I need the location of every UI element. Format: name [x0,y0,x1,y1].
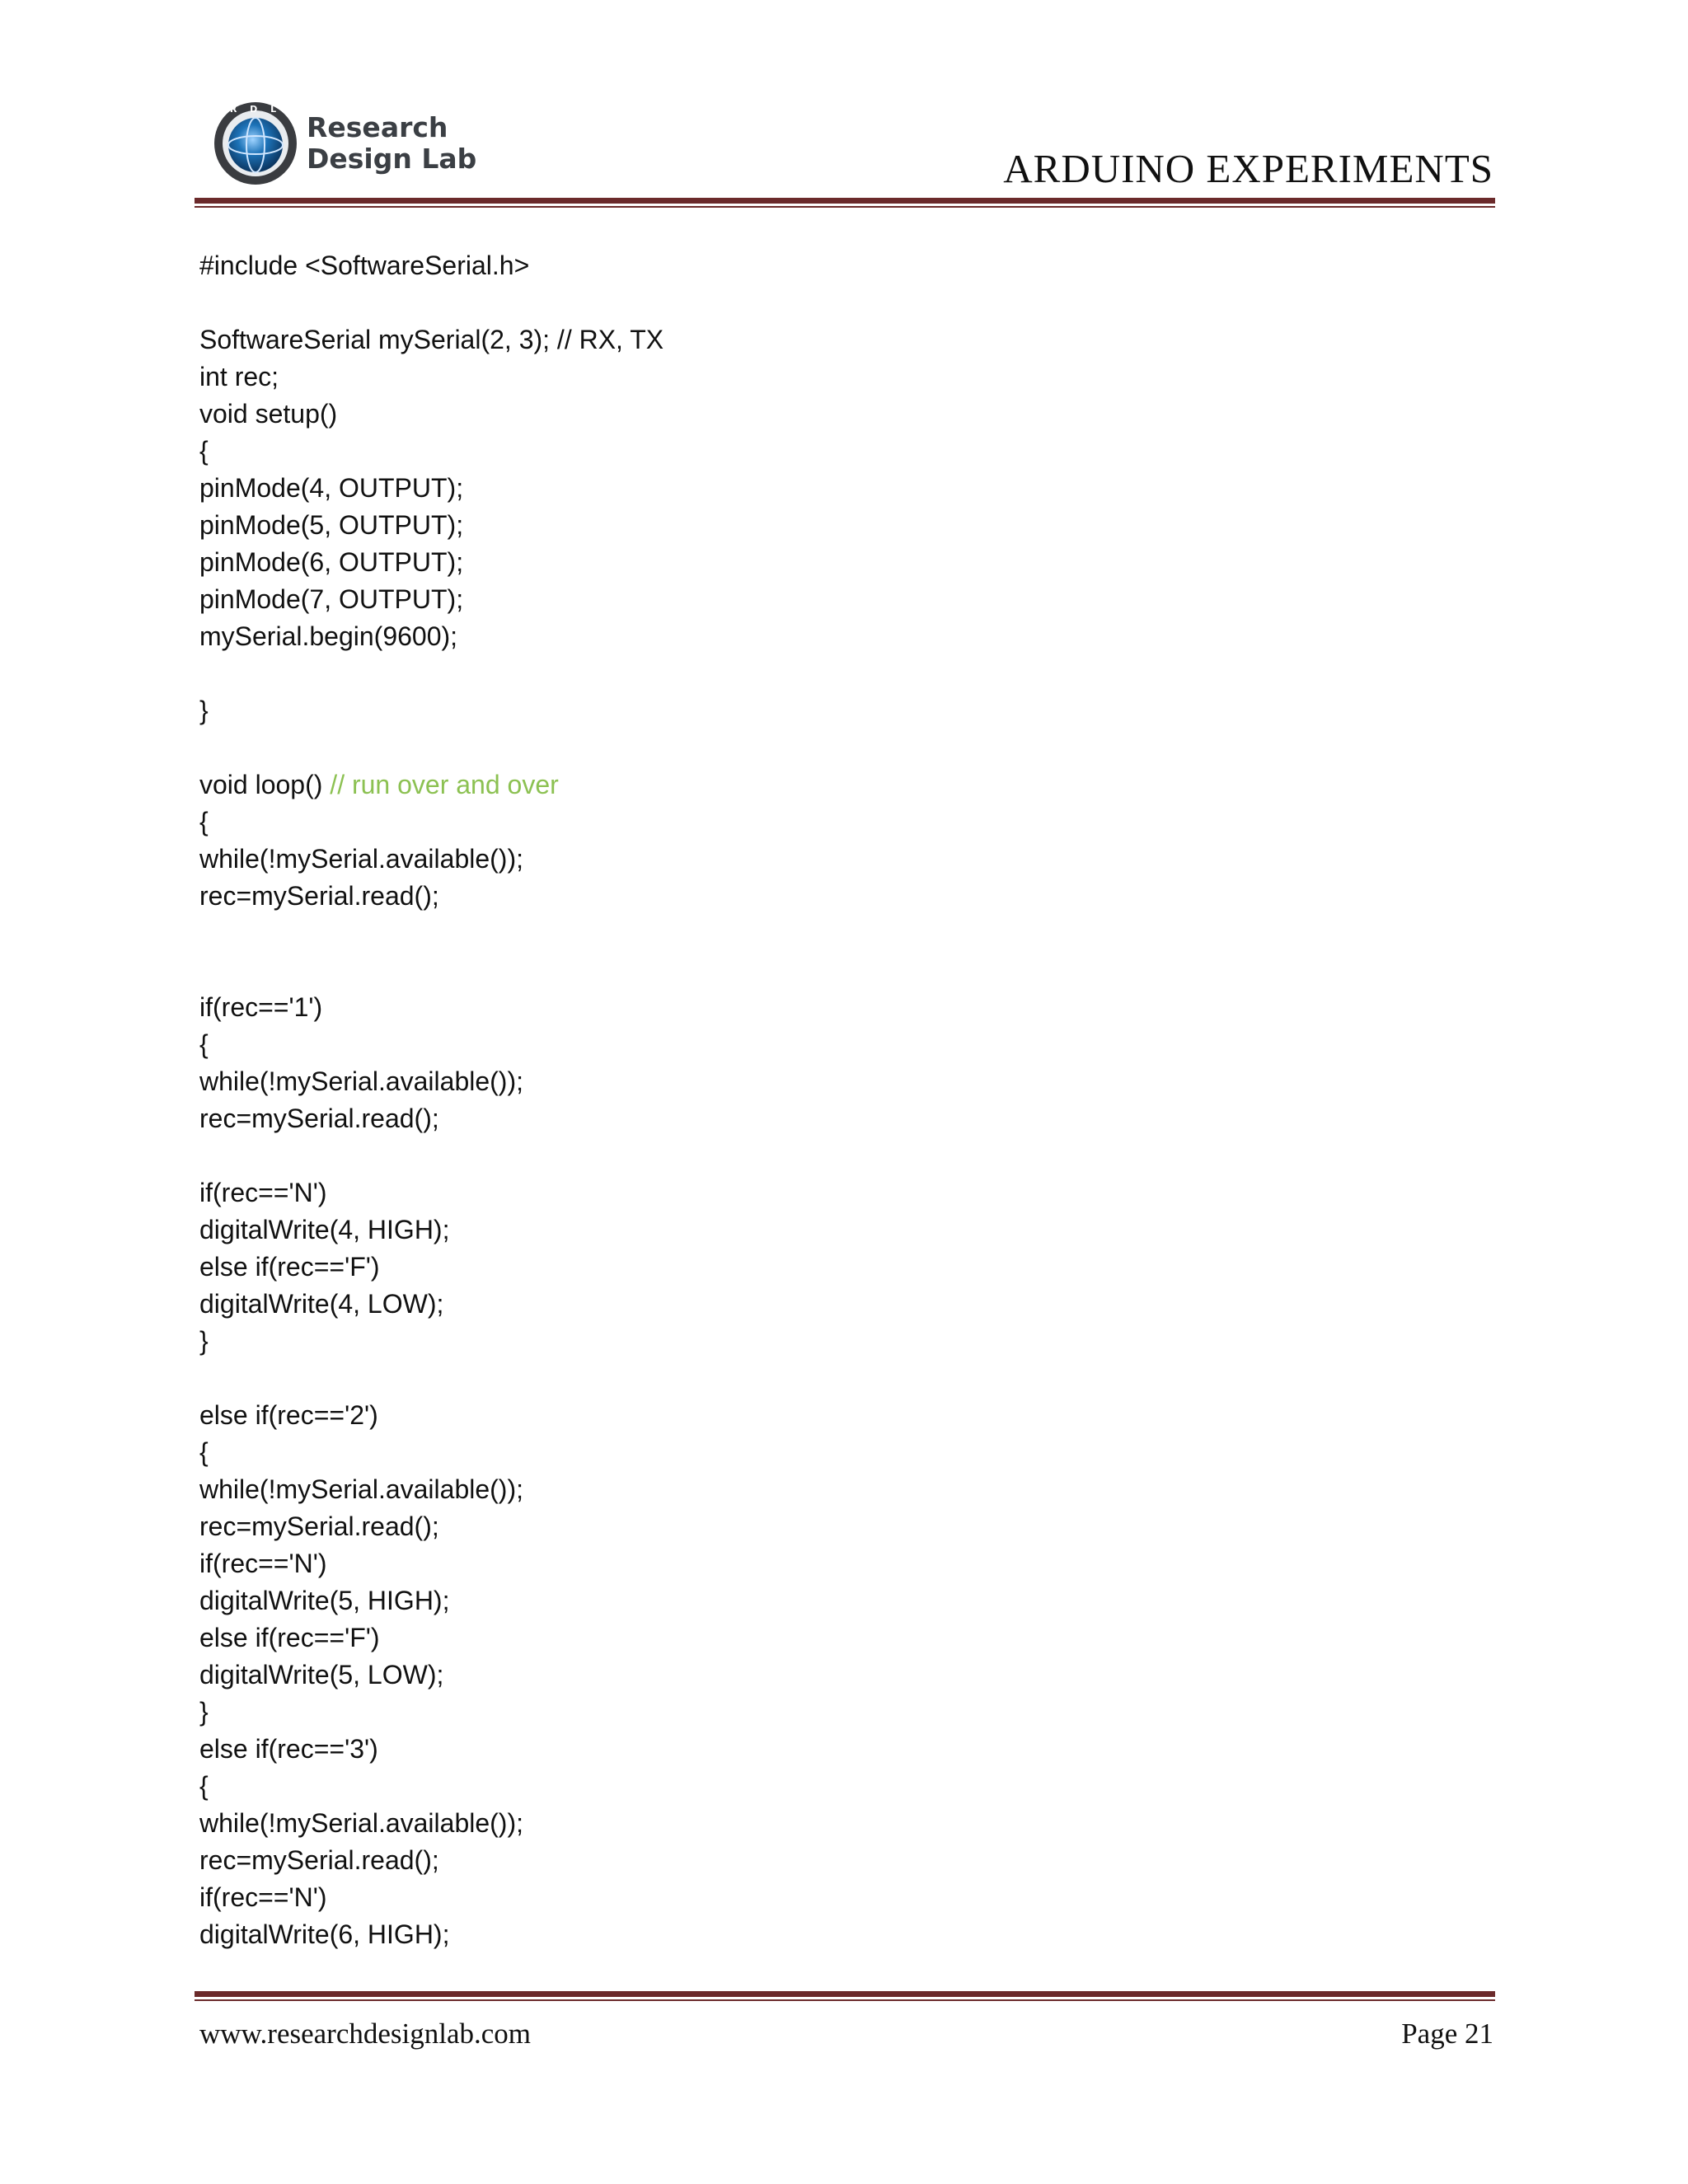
logo-text [307,112,476,175]
code-line: while(!mySerial.available()); [199,1474,523,1504]
code-line: } [199,1326,209,1356]
code-line: if(rec=='N') [199,1549,327,1578]
code-line: rec=mySerial.read(); [199,1511,439,1541]
code-line: rec=mySerial.read(); [199,1104,439,1133]
code-line: } [199,1697,209,1727]
code-line: while(!mySerial.available()); [199,1808,523,1838]
code-line: if(rec=='N') [199,1882,327,1912]
code-line: { [199,1437,209,1467]
page-number: Page 21 [1401,2018,1493,2050]
code-line: pinMode(4, OUTPUT); [199,473,464,503]
code-line: pinMode(6, OUTPUT); [199,547,464,577]
code-line: rec=mySerial.read(); [199,881,439,911]
code-line: else if(rec=='2') [199,1400,378,1430]
logo-line-design-lab: Design Lab [307,143,477,175]
code-line: digitalWrite(4, HIGH); [199,1215,450,1244]
code-line: digitalWrite(4, LOW); [199,1289,444,1319]
code-block [199,247,663,1953]
code-line: mySerial.begin(9600); [199,621,458,651]
footer-url: www.researchdesignlab.com [199,2018,532,2050]
logo-line-research: Research [307,111,448,143]
code-line: void setup() [199,399,338,429]
code-line: else if(rec=='3') [199,1734,378,1764]
code-line [199,952,663,989]
code-line: while(!mySerial.available()); [199,844,523,874]
header-rule-thick [195,198,1495,204]
code-line [199,1360,663,1397]
code-line: { [199,1771,209,1801]
footer-rule-thick [195,1991,1495,1997]
code-line [199,1137,663,1174]
code-line: if(rec=='N') [199,1178,327,1207]
code-line: digitalWrite(5, HIGH); [199,1586,450,1615]
code-line: { [199,436,209,466]
code-line: digitalWrite(6, HIGH); [199,1919,450,1949]
code-line [199,729,663,766]
code-line: void loop() // run over and over [199,770,559,799]
code-line: { [199,1029,209,1059]
code-line [199,655,663,692]
logo-ring-letters: R D L [229,104,282,115]
code-line: else if(rec=='F') [199,1623,380,1652]
code-line: while(!mySerial.available()); [199,1066,523,1096]
code-line: #include <SoftwareSerial.h> [199,251,530,280]
code-line: digitalWrite(5, LOW); [199,1660,444,1690]
logo [213,97,493,190]
code-line: int rec; [199,362,279,391]
code-line: rec=mySerial.read(); [199,1845,439,1875]
footer-rule-thin [195,1999,1495,2001]
code-line: pinMode(7, OUTPUT); [199,584,464,614]
logo-globe-icon [213,101,298,186]
code-line: } [199,696,209,725]
code-line: pinMode(5, OUTPUT); [199,510,464,540]
code-line [199,915,663,952]
code-line: { [199,807,209,837]
code-comment: // run over and over [322,770,559,799]
code-line: if(rec=='1') [199,992,323,1022]
code-line [199,284,663,321]
header-title: ARDUINO EXPERIMENTS [1003,146,1493,191]
code-line: SoftwareSerial mySerial(2, 3); // RX, TX [199,325,664,354]
header-rule-thin [195,206,1495,208]
code-line: else if(rec=='F') [199,1252,380,1282]
